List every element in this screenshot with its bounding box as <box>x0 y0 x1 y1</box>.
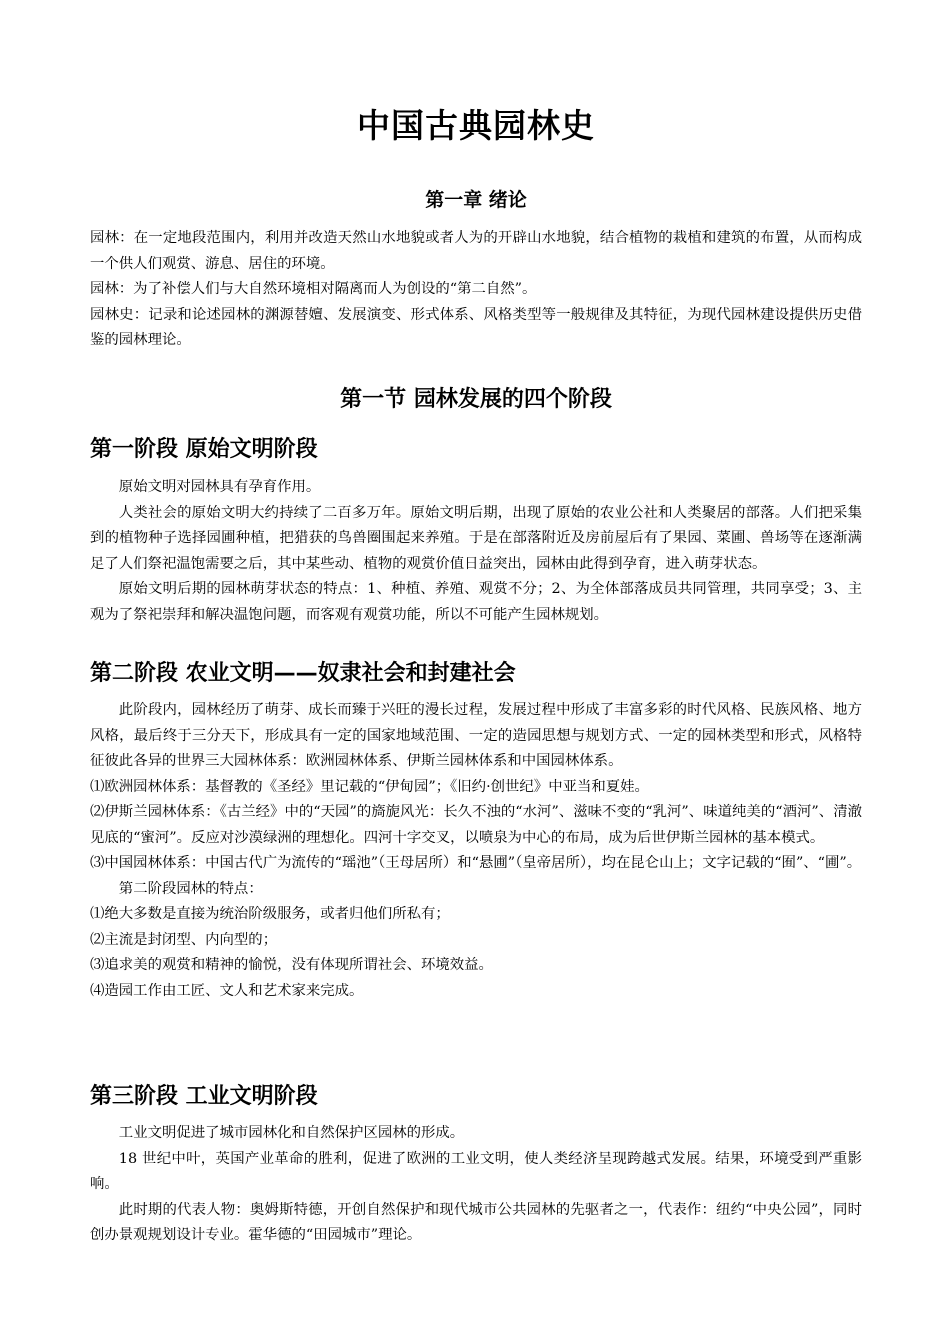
stage1-paragraph: 原始文明后期的园林萌芽状态的特点：1、种植、养殖、观赏不分；2、为全体部落成员共同管理，共同享受；3、主观为了祭祀崇拜和解决温饱问题，而客观有观赏功能，所以不可能产生园林规划。 <box>90 581 862 623</box>
stage2-intro: 此阶段内，园林经历了萌芽、成长而臻于兴旺的漫长过程，发展过程中形成了丰富多彩的时代风格、民族风格、地方风格，最后终于三分天下，形成具有一定的国家地域范围、一定的造园思想与规划方式、一定的园林类型和形式，风格特征彼此各异的世界三大园林体系：欧洲园林体系、伊斯兰园林体系和中国园林体系。 <box>90 702 862 769</box>
stage2-body <box>90 698 862 1004</box>
stage1-paragraph: 原始文明对园林具有孕育作用。 <box>118 479 321 495</box>
stage2-title: 第二阶段 农业文明——奴隶社会和封建社会 <box>90 661 516 686</box>
stage2-features-heading: 第二阶段园林的特点： <box>118 880 263 897</box>
stage1-paragraph: 人类社会的原始文明大约持续了二百多万年。原始文明后期，出现了原始的农业公社和人类聚居的部落。人们把采集到的植物种子选择园圃种植，把猎获的鸟兽圈围起来养殖。于是在部落附近及房前屋后有了果园、菜圃、兽场等在逐渐满足了人们祭祀温饱需要之后，其中某些动、植物的观赏价值日益突出，园林由此得到孕育，进入萌芽状态。 <box>90 504 862 572</box>
stage3-title: 第三阶段 工业文明阶段 <box>90 1084 318 1109</box>
definition-garden-history: 园林史：记录和论述园林的渊源替嬗、发展演变、形式体系、风格类型等一般规律及其特征，为现代园林建设提供历史借鉴的园林理论。 <box>90 306 862 348</box>
stage2-feature: ⑴绝大多数是直接为统治阶级服务，或者归他们所私有； <box>90 906 450 922</box>
stage3-paragraph: 工业文明促进了城市园林化和自然保护区园林的形成。 <box>118 1125 465 1141</box>
system-european: ⑴欧洲园林体系：基督教的《圣经》里记载的“伊甸园”；《旧约·创世纪》中亚当和夏娃。 <box>90 778 649 795</box>
stage2-feature: ⑶追求美的观赏和精神的愉悦，没有体现所谓社会、环境效益。 <box>90 957 493 973</box>
stage3-body <box>90 1121 862 1249</box>
system-islamic: ⑵伊斯兰园林体系：《古兰经》中的“天园”的旖旎风光：长久不浊的“水河”、滋味不变的“乳河”、味道纯美的“酒河”、清澈见底的“蜜河”。反应对沙漠绿洲的理想化。四河十字交叉，以喷泉为中心的布局，成为后世伊斯兰园林的基本模式。 <box>90 804 862 846</box>
section-title: 第一节 园林发展的四个阶段 <box>340 387 612 412</box>
stage3-paragraph: 18 世纪中叶，英国产业革命的胜利，促进了欧洲的工业文明，使人类经济呈现跨越式发展。结果，环境受到严重影响。 <box>90 1150 862 1192</box>
stage1-body <box>90 475 862 628</box>
system-chinese: ⑶中国园林体系：中国古代广为流传的“瑶池”（王母居所）和“悬圃”（皇帝居所），均在昆仑山上；文字记载的“囿”、“圃”。 <box>90 855 862 871</box>
document-title: 中国古典园林史 <box>357 106 595 145</box>
definition-second-nature: 园林：为了补偿人们与大自然环境相对隔离而人为创设的“第二自然”。 <box>90 281 537 297</box>
chapter-definitions <box>90 226 862 354</box>
definition-garden: 园林：在一定地段范围内，利用并改造天然山水地貌或者人为的开辟山水地貌，结合植物的栽植和建筑的布置，从而构成一个供人们观赏、游息、居住的环境。 <box>90 230 862 272</box>
stage1-title: 第一阶段 原始文明阶段 <box>90 437 318 462</box>
stage2-feature: ⑷造园工作由工匠、文人和艺术家来完成。 <box>90 982 364 999</box>
stage2-feature: ⑵主流是封闭型、内向型的； <box>90 931 278 948</box>
chapter-title: 第一章 绪论 <box>425 189 527 211</box>
stage3-paragraph: 此时期的代表人物：奥姆斯特德，开创自然保护和现代城市公共园林的先驱者之一，代表作：纽约“中央公园”，同时创办景观规划设计专业。霍华德的“田园城市”理论。 <box>90 1201 862 1243</box>
